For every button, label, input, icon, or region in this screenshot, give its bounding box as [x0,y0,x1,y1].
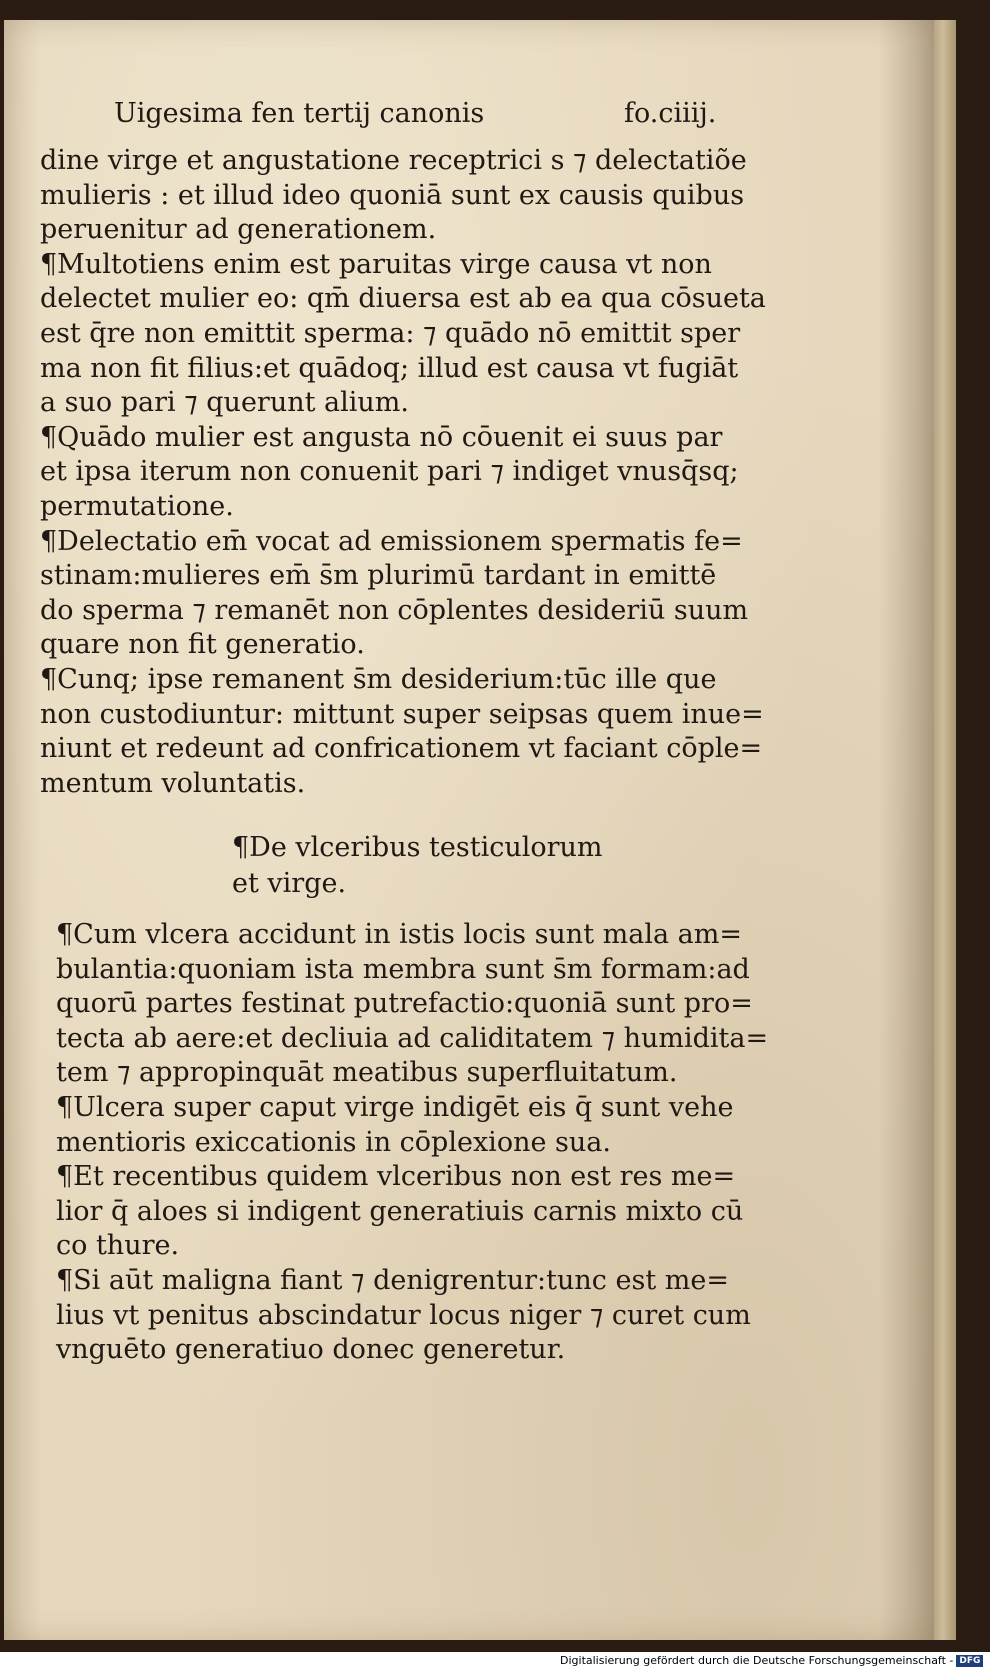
text-line: ¶Cum vlcera accidunt in istis locis sunt mala am= [56,919,742,950]
text-line: ¶Et recentibus quidem vlceribus non est res me= [56,1161,736,1193]
text-line: mulieris : et illud ideo quoniā sunt ex causis quibus [40,179,745,211]
text-line: ma non fit filius:et quādoq; illud est causa vt fugiāt [40,352,739,384]
text-line: stinam:mulieres em̄ s̄m plurimū tardant in emittē [40,560,717,592]
text-line: co thure. [56,1230,180,1262]
text-line: ¶Ulcera super caput virge indigēt eis q̄ sunt vehe [56,1091,734,1123]
text-line: ¶Multotiens enim est paruitas virge causa vt non [40,248,712,280]
text-line: ¶Quādo mulier est angusta nō cōuenit ei suus par [40,421,723,453]
text-line: ¶Delectatio em̄ vocat ad emissionem spermatis fe= [40,525,743,557]
text-line: niunt et redeunt ad confricationem vt faciant cōple= [40,733,763,765]
text-block-main [40,144,766,801]
text-line: delectet mulier eo: qm̄ diuersa est ab ea qua cōsueta [40,283,766,315]
text-line: a suo pari ⁊ querunt alium. [40,387,409,419]
text-line: lius vt penitus abscindatur locus niger ⁊ curet cum [56,1299,751,1331]
text-line: dine virge et angustatione receptrici s ⁊ delectatiõe [40,145,747,176]
text-line: bulantia:quoniam ista membra sunt s̄m formam:ad [56,953,750,985]
text-line: permutatione. [40,490,234,522]
text-line: ¶Si aūt maligna fiant ⁊ denigrentur:tunc est me= [56,1264,729,1296]
section-heading-line: et virge. [232,868,347,899]
text-line: mentioris exiccationis in cōplexione sua. [56,1126,611,1158]
section-heading [232,830,603,902]
running-head: Uigesima fen tertij canonis [114,98,485,129]
text-line: vnguēto generatiuo donec generetur. [56,1334,566,1366]
book-page [4,20,934,1640]
text-line: tem ⁊ appropinquāt meatibus superfluitatum. [56,1057,678,1089]
section-heading-line: ¶De vlceribus testiculorum [232,832,603,863]
text-block-ulcers [56,918,768,1368]
text-line: quare non fit generatio. [40,629,365,661]
text-line: est q̄re non emittit sperma: ⁊ quādo nō emittit sper [40,317,741,349]
text-line: lior q̄ aloes si indigent generatiuis carnis mixto cū [56,1195,744,1227]
text-line: non custodiuntur: mittunt super seipsas quem inue= [40,698,764,730]
text-line: et ipsa iterum non conuenit pari ⁊ indiget vnusq̄sq; [40,456,739,488]
credit-text: Digitalisierung gefördert durch die Deutsche Forschungsgemeinschaft - [560,1654,954,1667]
page-edge [934,20,956,1640]
digitization-credit [560,1654,983,1668]
text-line: tecta ab aere:et decliuia ad caliditatem ⁊ humidita= [56,1022,769,1054]
dfg-logo: DFG [956,1655,983,1667]
text-line: mentum voluntatis. [40,767,306,799]
folio-number: fo.ciiij. [624,98,717,129]
text-line: do sperma ⁊ remanēt non cōplentes desideriū suum [40,594,749,626]
text-line: peruenitur ad generationem. [40,214,437,246]
text-line: ¶Cunq; ipse remanent s̄m desiderium:tūc ille que [40,663,717,695]
text-line: quorū partes festinat putrefactio:quoniā sunt pro= [56,988,753,1020]
